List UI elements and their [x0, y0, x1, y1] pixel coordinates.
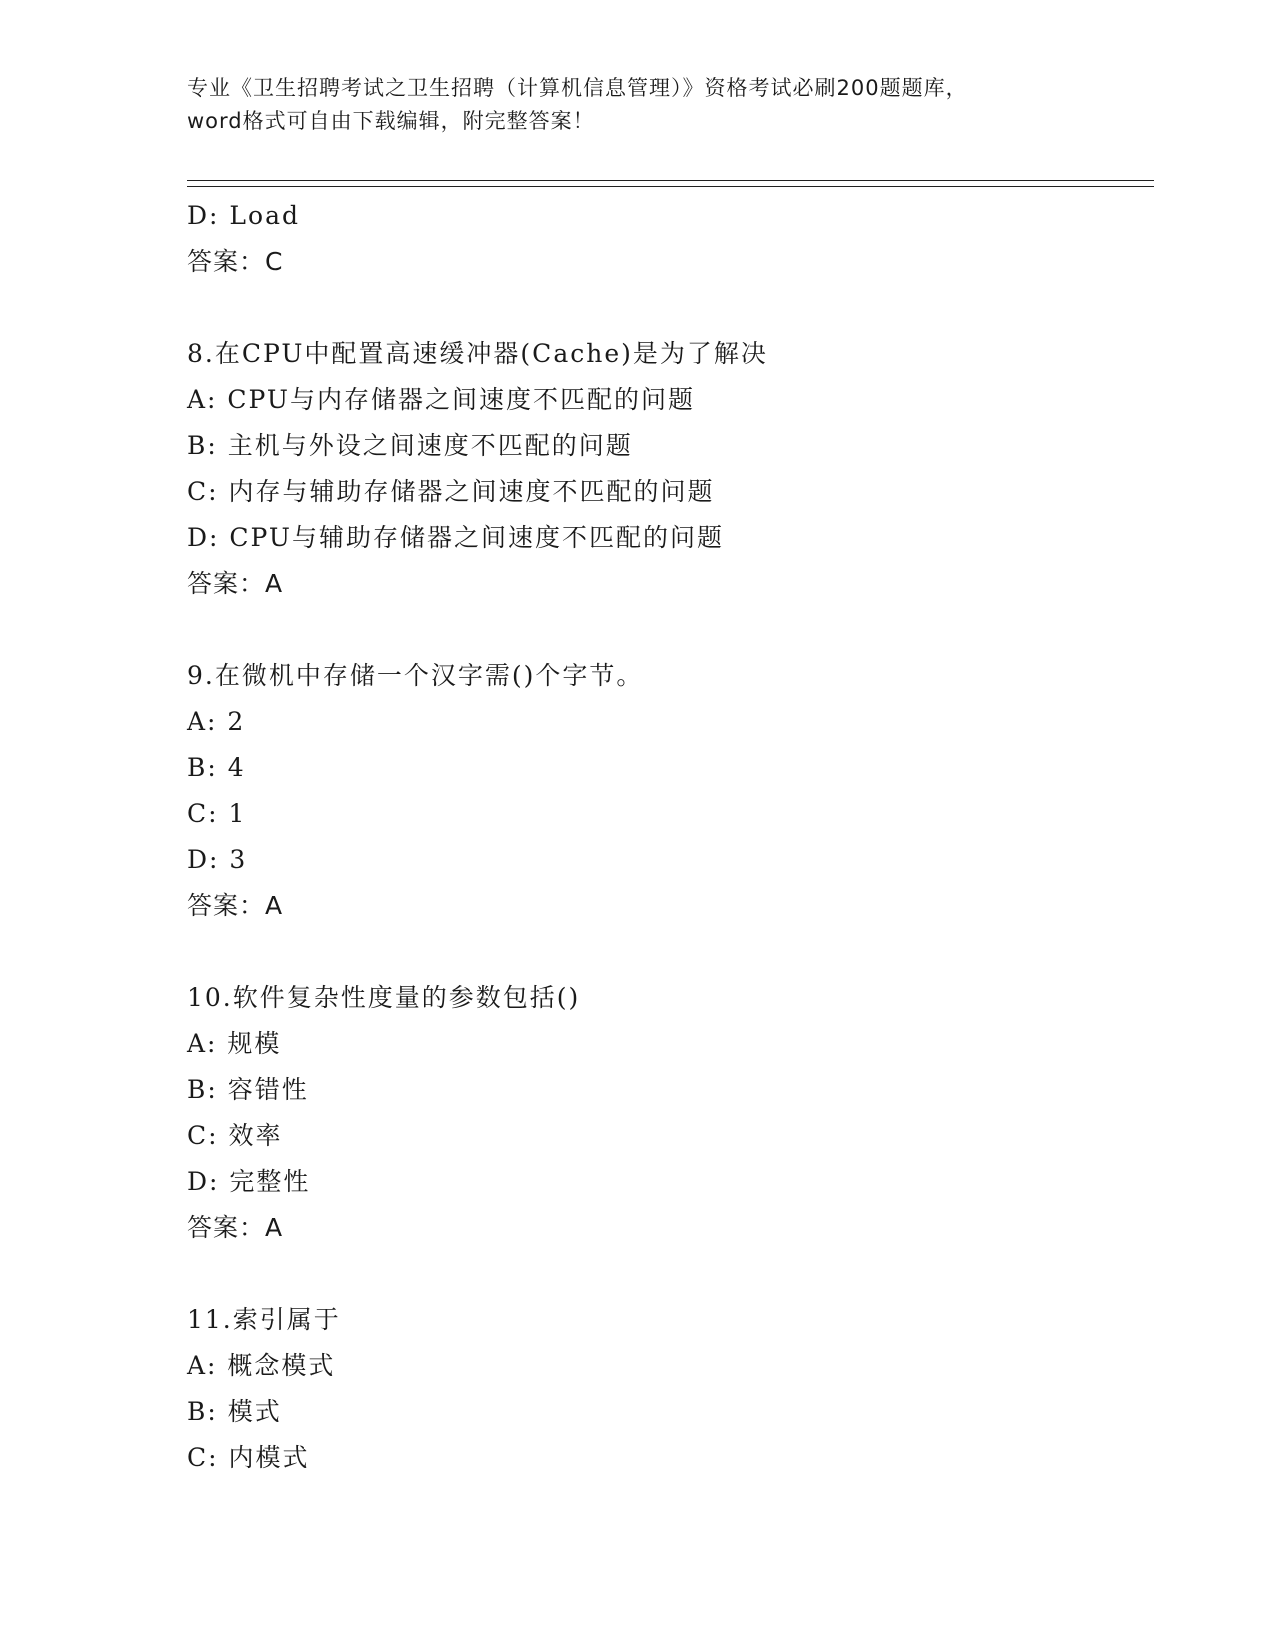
option-a: A: 规模 — [187, 1029, 282, 1058]
question-stem: 11.索引属于 — [187, 1305, 341, 1334]
option-d: D: 完整性 — [187, 1167, 311, 1196]
answer-line: 答案：A — [187, 891, 284, 920]
spacer — [187, 607, 1147, 653]
page-header — [187, 72, 1087, 138]
question-stem: 9.在微机中存储一个汉字需()个字节。 — [187, 661, 644, 690]
option-a: A: CPU与内存储器之间速度不匹配的问题 — [187, 385, 696, 414]
option-a: A: 2 — [187, 707, 246, 736]
question-8 — [187, 331, 1147, 607]
document-body — [187, 193, 1147, 1481]
spacer — [187, 1251, 1147, 1297]
question-7-continuation — [187, 193, 1147, 285]
option-d: D: 3 — [187, 845, 248, 874]
option-b: B: 模式 — [187, 1397, 282, 1426]
question-stem: 8.在CPU中配置高速缓冲器(Cache)是为了解决 — [187, 339, 768, 368]
question-stem: 10.软件复杂性度量的参数包括() — [187, 983, 581, 1012]
answer-line: 答案：A — [187, 1213, 284, 1242]
option-c: C: 效率 — [187, 1121, 283, 1150]
spacer — [187, 929, 1147, 975]
option-c: C: 1 — [187, 799, 247, 828]
option-a: A: 概念模式 — [187, 1351, 336, 1380]
question-9 — [187, 653, 1147, 929]
answer-line: 答案：A — [187, 569, 284, 598]
option-b: B: 容错性 — [187, 1075, 309, 1104]
question-10 — [187, 975, 1147, 1251]
option-d: D: CPU与辅助存储器之间速度不匹配的问题 — [187, 523, 724, 552]
option-b: B: 主机与外设之间速度不匹配的问题 — [187, 431, 633, 460]
header-title-line-2: word格式可自由下载编辑，附完整答案！ — [187, 109, 595, 133]
question-11 — [187, 1297, 1147, 1481]
option-c: C: 内模式 — [187, 1443, 310, 1472]
spacer — [187, 285, 1147, 331]
answer-line: 答案：C — [187, 247, 284, 276]
option-c: C: 内存与辅助存储器之间速度不匹配的问题 — [187, 477, 715, 506]
option-b: B: 4 — [187, 753, 246, 782]
option-d: D: Load — [187, 201, 300, 230]
header-title-line-1: 专业《卫生招聘考试之卫生招聘（计算机信息管理）》资格考试必刷200题题库， — [187, 76, 968, 100]
header-divider — [187, 180, 1154, 187]
